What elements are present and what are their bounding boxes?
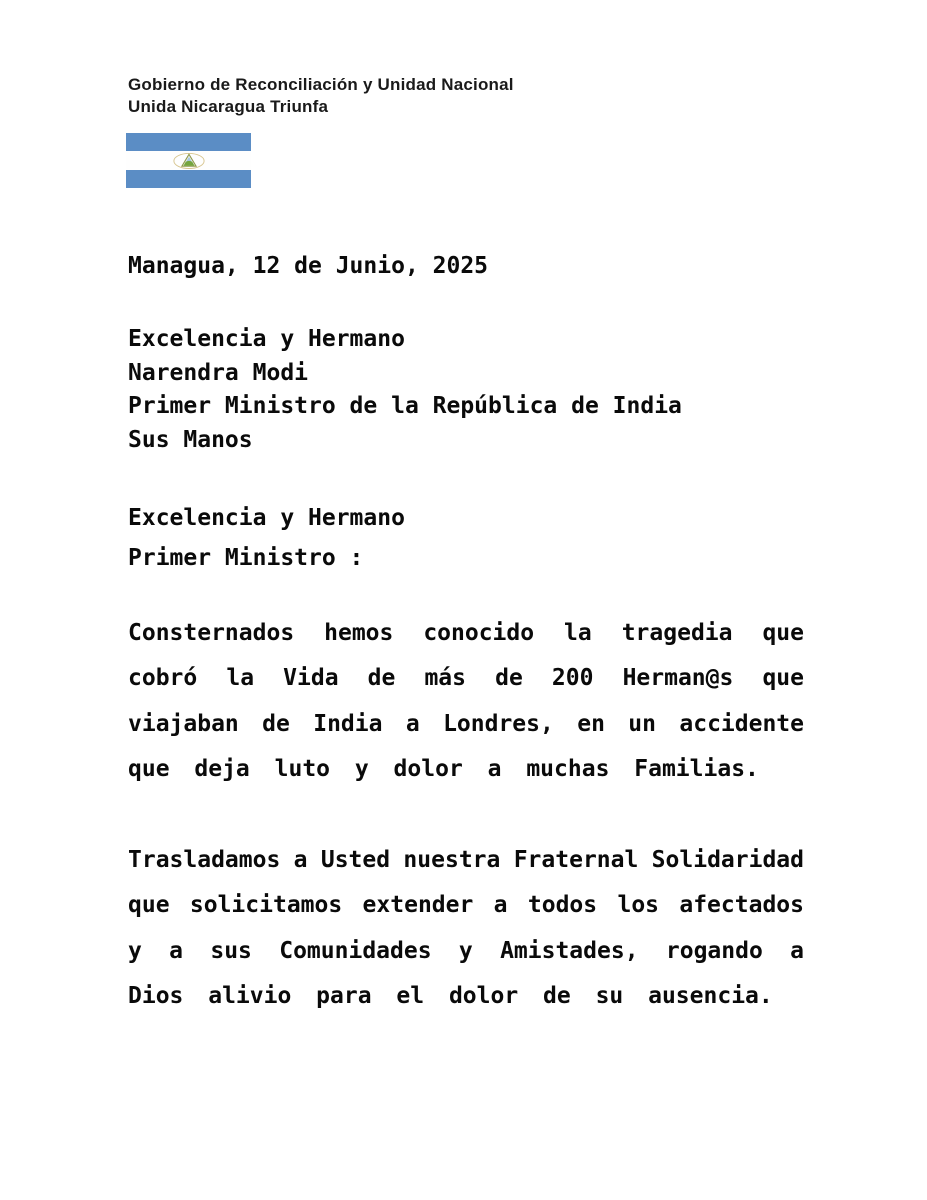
salutation-block	[128, 498, 405, 578]
recipient-honorific: Excelencia y Hermano	[128, 326, 405, 352]
salutation-line-1: Excelencia y Hermano	[128, 505, 405, 531]
paragraph-line: cobró la Vida de más de 200 Herman@s que	[128, 665, 804, 692]
recipient-title: Primer Ministro de la República de India	[128, 393, 682, 419]
paragraph-line: viajaban de India a Londres, en un accidente	[128, 710, 804, 737]
letterhead-line2: Unida Nicaragua Triunfa	[128, 97, 329, 116]
recipient-block	[128, 323, 682, 457]
paragraph-1	[128, 611, 804, 792]
flag-emblem-icon	[170, 152, 208, 169]
flag-top-stripe	[126, 133, 251, 151]
paragraph-line: que deja luto y dolor a muchas Familias.	[128, 755, 759, 782]
paragraph-line: Trasladamos a Usted nuestra Fraternal Solidaridad	[128, 847, 804, 873]
paragraph-line: Consternados hemos conocido la tragedia que	[128, 620, 804, 646]
letterhead-line1: Gobierno de Reconciliación y Unidad Nacional	[128, 75, 514, 94]
nicaragua-flag-icon	[126, 133, 251, 188]
paragraph-line: Dios alivio para el dolor de su ausencia.	[128, 982, 773, 1009]
flag-bottom-stripe	[126, 170, 251, 188]
flag-middle-stripe	[126, 151, 251, 169]
dateline: Managua, 12 de Junio, 2025	[128, 253, 489, 279]
recipient-delivery-note: Sus Manos	[128, 426, 253, 453]
letterhead	[128, 74, 514, 118]
salutation-line-2: Primer Ministro :	[128, 545, 364, 571]
recipient-name: Narendra Modi	[128, 359, 309, 386]
paragraph-line: que solicitamos extender a todos los afectados	[128, 892, 804, 919]
paragraph-line: y a sus Comunidades y Amistades, rogando a	[128, 937, 804, 964]
paragraph-2	[128, 838, 804, 1019]
